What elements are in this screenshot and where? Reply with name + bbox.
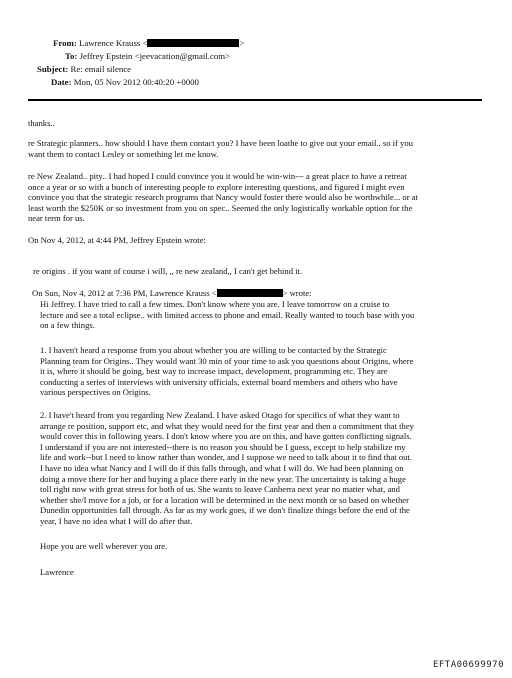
quote1-intro: On Nov 4, 2012, at 4:44 PM, Jeffrey Epstein wrote: xyxy=(28,235,206,245)
to-value: Jeffrey Epstein <jeevacation@gmail.com> xyxy=(79,51,231,61)
text-line: toll right now with great stress for both of us. She wants to leave Canberra next year no matter what, and xyxy=(40,484,400,495)
text-line: I understand if you are not interested--there is no reason you should be I guess, except to help stabilize my xyxy=(40,441,406,452)
quote1-text: re origins . if you want of course i will, ,, re new zealand,, I can't get behind it. xyxy=(33,266,303,276)
text-line: near term for us. xyxy=(28,213,85,224)
subject-row xyxy=(37,64,131,75)
text-line: I have no idea what Nancy and I will do if this falls through, and what I will do. We had been planning on xyxy=(40,462,404,473)
text-line: 2. I have't heard from you regarding New Zealand. I have asked Otago for specifics of what they want to xyxy=(40,410,400,420)
text-line: want them to contact Lesley or something let me know. xyxy=(28,148,219,159)
text-line: would cover this in following years. I don't know where you are on this, and have gotten conflicting signals. xyxy=(40,431,412,442)
text-line: convince you that the strategic research programs that Nancy would foster there would also be worthwhile... or at xyxy=(28,192,418,203)
text-line: Planning team for Origins.. They would want 30 min of your time to ask you questions about Origins, where xyxy=(40,355,414,366)
text-line: 1. I haven't heard a response from you about whether you are willing to be contacted by the Strategic xyxy=(40,345,387,355)
paragraph-new-zealand xyxy=(28,171,488,224)
from-row xyxy=(53,38,244,49)
text-line: lecture and see a total eclipse.. with limited access to phone and email. Really wanted to touch base with you xyxy=(40,309,415,320)
text-line: arrange re position, support etc, and what they would need for the first year and then a commitment that they xyxy=(40,420,414,431)
document-id: EFTA00699970 xyxy=(432,660,504,670)
text-line: it is, where it should be going, best way to increase impact, development, programming etc. They are xyxy=(40,366,388,377)
quote2-intro-text: On Sun, Nov 4, 2012 at 7:36 PM, Lawrence Krauss < xyxy=(32,288,217,298)
date-row xyxy=(51,77,199,88)
text-line: various perspectives on Origins. xyxy=(40,387,151,398)
text-line: life and work--but I need to know rather than wonder, and I suppose we need to talk about it to find that out. xyxy=(40,452,412,463)
paragraph-strategic-planners xyxy=(28,138,488,159)
to-row xyxy=(65,51,230,62)
redaction-box xyxy=(147,39,239,47)
text-line: year, I have no idea what I will do after that. xyxy=(40,515,193,526)
quote2-paragraph-greeting xyxy=(40,299,414,331)
thanks-line: thanks.. xyxy=(28,118,55,128)
subject-value: Re: email silence xyxy=(70,64,132,74)
text-line: conducting a series of interviews with university officials, external board members and others who have xyxy=(40,376,398,387)
text-line: on a few things. xyxy=(40,320,95,331)
from-label: From: xyxy=(53,38,77,48)
redaction-box xyxy=(217,289,283,297)
header-divider xyxy=(28,99,482,101)
text-line: doing a move there for her and buying a place there early in the new year. The uncertainty is taking a huge xyxy=(40,473,406,484)
text-line: re New Zealand.. pity.. I had hoped I could convince you it would be win-win--- a great place to have a retreat xyxy=(28,171,407,181)
text-line: whether she/I move for a job, or for a location will be determined in the next month or so based on whether xyxy=(40,494,409,505)
quote2-signature: Lawrence xyxy=(40,567,74,577)
text-line: Dunedin opportunities fall through. As far as my work goes, if we don't finalize things before the end of the xyxy=(40,505,410,516)
quote2-intro-tail: > wrote: xyxy=(282,288,312,298)
to-label: To: xyxy=(65,51,78,61)
quote2-paragraph-origins xyxy=(40,345,413,398)
date-label: Date: xyxy=(51,77,72,87)
text-line: once a year or so with a bunch of interesting people to explore interesting questions, and figured I might even xyxy=(28,181,405,192)
date-value: Mon, 05 Nov 2012 00:40:20 +0000 xyxy=(73,77,199,87)
text-line: Hi Jeffrey. I have tried to call a few times. Don't know where you are. I leave tomorrow on a cruise to xyxy=(40,299,390,309)
subject-label: Subject: xyxy=(37,64,69,74)
quote2-paragraph-new-zealand xyxy=(40,410,414,527)
text-line: least worth the $250K or so investment from you on spec.. Seemed the only logistically workable option for the xyxy=(28,202,413,213)
quote2-intro xyxy=(32,288,312,299)
from-value: Lawrence Krauss < xyxy=(78,38,148,48)
text-line: re Strategic planners.. how should I have them contact you? I have been loathe to give out your email.. so if you xyxy=(28,138,413,148)
quote2-closing: Hope you are well wherever you are. xyxy=(40,541,168,551)
from-tail: > xyxy=(239,38,245,48)
